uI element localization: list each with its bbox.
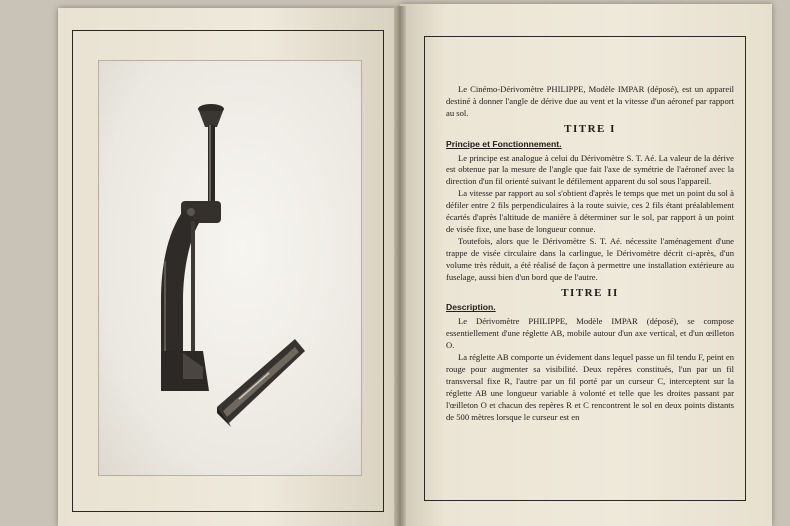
paragraph-description: Le Dérivomètre PHILIPPE, Modèle IMPAR (déposé), se compose essentiellement d'une réglette AB, mobile autour d'un axe vertical, et d'un œilleton O.: [446, 316, 734, 351]
instrument-photograph: [98, 60, 362, 476]
paragraph-reglette: La réglette AB comporte un évidement dans lequel passe un fil tendu F, peint en rouge pour augmenter sa visibilité. Deux repères constitués, l'un par un fil transversal fixe R, l'autre par un fil porté par un curseur C, interceptent sur la réglette AB une longueur variable à volonté et telle que les droites passant par l'œilleton O et chacun des repères R et C rencontrent le sol en deux points distants de 500 mètres lorsque le curseur est en: [446, 352, 734, 422]
paragraph-toutefois: Toutefois, alors que le Dérivomètre S. T. Aé. nécessite l'aménagement d'une trappe de visée circulaire dans la carlingue, le Dérivomètre décrit ci-après, d'un volume très réduit, a été réalisé de façon à permettre une installation extérieure au fuselage, aussi bien d'un bord que de l'autre.: [446, 235, 734, 282]
intro-paragraph: Le Cinémo-Dérivomètre PHILIPPE, Modèle IMPAR (déposé), est un appareil destiné à donner l'angle de dérive due au vent et la vitesse d'un aéronef par rapport au sol.: [446, 84, 734, 118]
description-heading: Description.: [446, 302, 496, 313]
drift-meter-image: [99, 61, 361, 475]
paragraph-principe: Le principe est analogue à celui du Dérivomètre S. T. Aé. La valeur de la dérive est obtenue par la mesure de l'angle que fait l'axe de symétrie de l'aéronef avec la direction d'un fil orienté suivant le défilement apparent du sol sous l'appareil.: [446, 152, 734, 187]
right-page-text: [446, 84, 734, 423]
titre-1-heading: TITRE I: [564, 122, 616, 135]
titre-2-heading: TITRE II: [561, 286, 619, 299]
principe-heading: Principe et Fonctionnement.: [446, 138, 562, 149]
paragraph-vitesse: La vitesse par rapport au sol s'obtient d'après le temps que met un point du sol à défiler entre 2 fils perpendiculaires à la route suivie, ces 2 fils étant préalablement écartés d'après l'altitude de manière à déterminer sur le sol, par rapport à un point de visée fixe, une base de longueur connue.: [446, 188, 734, 234]
book-gutter: [394, 6, 406, 526]
